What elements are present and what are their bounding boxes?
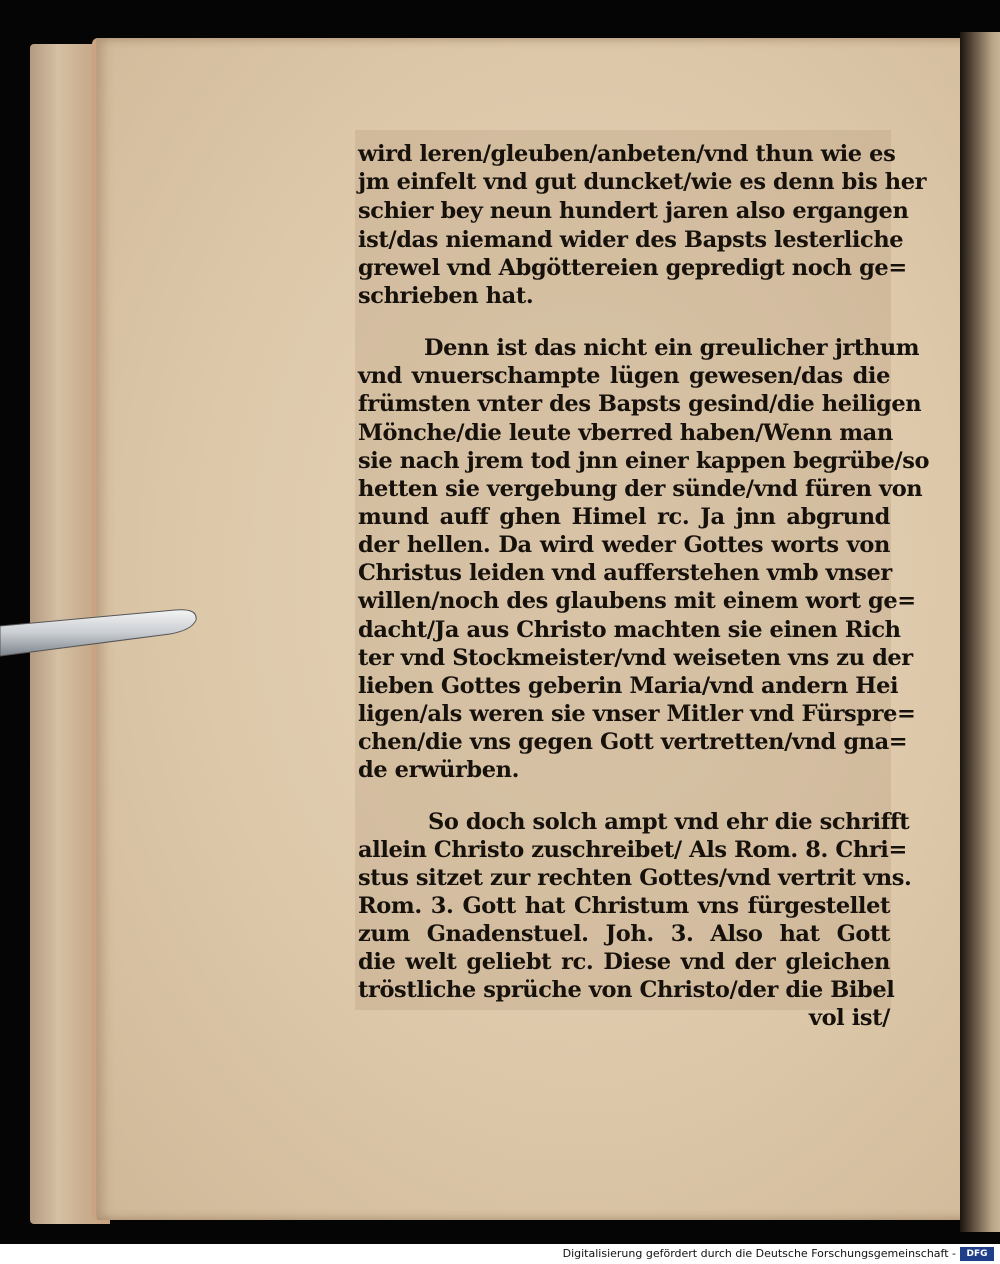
text-line: tröstliche sprüche von Christo/der die Bibel [358, 977, 895, 1003]
catchword-line: vol ist/ [808, 1005, 890, 1031]
footer-bar [0, 1244, 1000, 1264]
text-line: jm einfelt vnd gut duncket/wie es denn bis her [358, 169, 927, 195]
bookmark-strip-icon [0, 598, 200, 658]
text-line: dacht/Ja aus Christo machten sie einen Rich [358, 617, 901, 643]
text-line: sie nach jrem tod jnn einer kappen begrübe/so [358, 448, 930, 474]
text-line: vnd vnuerschampte lügen gewesen/das die [358, 363, 890, 389]
funding-notice: Digitalisierung gefördert durch die Deutsche Forschungsgemeinschaft - [562, 1247, 956, 1260]
text-line: chen/die vns gegen Gott vertretten/vnd gna= [358, 729, 908, 755]
text-line: schrieben hat. [358, 283, 534, 309]
text-line: mund auff ghen Himel rc. Ja jnn abgrund [358, 504, 890, 530]
text-line: ligen/als weren sie vnser Mitler vnd Fürspre= [358, 701, 916, 727]
text-line: Christus leiden vnd aufferstehen vmb vnser [358, 560, 892, 586]
text-line: zum Gnadenstuel. Joh. 3. Also hat Gott [358, 921, 890, 947]
text-line: willen/noch des glaubens mit einem wort ge= [358, 588, 916, 614]
text-line: ter vnd Stockmeister/vnd weiseten vns zu der [358, 645, 913, 671]
text-line: der hellen. Da wird weder Gottes worts von [358, 532, 890, 558]
text-line: de erwürben. [358, 757, 520, 783]
text-line: Mönche/die leute vberred haben/Wenn man [358, 420, 893, 446]
text-line: allein Christo zuschreibet/ Als Rom. 8. Chri= [358, 837, 907, 863]
text-line: wird leren/gleuben/anbeten/vnd thun wie es [358, 141, 896, 167]
text-line: hetten sie vergebung der sünde/vnd füren von [358, 476, 923, 502]
text-line: ist/das niemand wider des Bapsts lesterliche [358, 227, 904, 253]
paragraph-first-line: Denn ist das nicht ein greulicher jrthum [424, 335, 920, 361]
text-line: die welt geliebt rc. Diese vnd der gleichen [358, 949, 890, 975]
dfg-logo-icon: DFG [960, 1247, 994, 1261]
text-line: Rom. 3. Gott hat Christum vns fürgestellet [358, 893, 890, 919]
next-page-edge [960, 32, 1000, 1232]
text-line: stus sitzet zur rechten Gottes/vnd vertrit vns. [358, 865, 912, 891]
text-line: frümsten vnter des Bapsts gesind/die heiligen [358, 391, 922, 417]
text-line: schier bey neun hundert jaren also ergangen [358, 198, 909, 224]
paragraph-first-line: So doch solch ampt vnd ehr die schrifft [428, 809, 910, 835]
text-line: lieben Gottes geberin Maria/vnd andern Hei [358, 673, 899, 699]
text-line: grewel vnd Abgöttereien gepredigt noch ge= [358, 255, 907, 281]
